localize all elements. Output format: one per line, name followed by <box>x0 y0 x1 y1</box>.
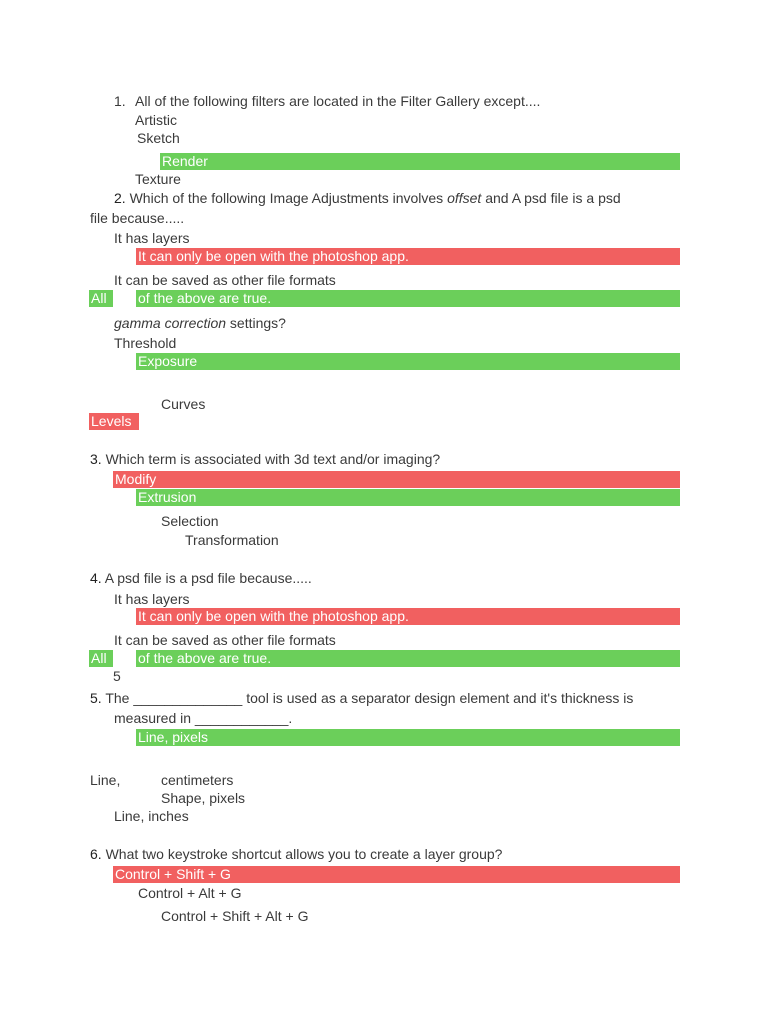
q3-option-transformation: Transformation <box>185 532 279 548</box>
q4-option-other-formats: It can be saved as other file formats <box>114 632 336 648</box>
q6-option-control-shift-g: Control + Shift + G <box>113 866 680 883</box>
q3-question <box>90 450 440 468</box>
q2-option-curves: Curves <box>161 396 206 412</box>
q2-text-line2: file because..... <box>90 210 185 226</box>
q2-gamma-italic: gamma correction <box>114 315 227 331</box>
q2-option-layers: It has layers <box>114 230 190 246</box>
q4-all-rest: of the above are true. <box>136 650 680 667</box>
q5-text: The ______________ tool is used as a separator design element and it's thickness is <box>101 690 634 706</box>
q3-option-modify: Modify <box>113 471 680 488</box>
q2-option-photoshop-only: It can only be open with the photoshop app. <box>136 248 680 265</box>
q1-number: 1. <box>114 93 126 109</box>
q6-number: 6. <box>90 846 102 862</box>
q6-option-control-shift-alt-g: Control + Shift + Alt + G <box>161 908 309 924</box>
q3-answer-extrusion: Extrusion <box>136 489 680 506</box>
q4-number: 4. <box>90 570 102 586</box>
q5-question <box>90 689 633 707</box>
q1-answer-render: Render <box>160 153 680 170</box>
q4-question <box>90 569 312 587</box>
q1-question <box>114 92 126 110</box>
q5-number: 5. <box>90 690 102 706</box>
q2-answer-exposure: Exposure <box>136 353 680 370</box>
q5-option-line-inches: Line, inches <box>114 808 189 824</box>
q6-text: What two keystroke shortcut allows you to create a layer group? <box>101 846 503 862</box>
q5-answer-line-pixels: Line, pixels <box>136 729 680 746</box>
q2-text-after: and A psd file is a psd <box>481 190 621 206</box>
q2-option-levels: Levels <box>89 413 139 430</box>
q1-option-sketch: Sketch <box>137 130 180 146</box>
q2-text-before: Which of the following Image Adjustments involves <box>125 190 448 206</box>
q2-number: 2. <box>114 190 126 206</box>
q5-option-centimeters: centimeters <box>161 772 234 788</box>
q5-option-shape-pixels: Shape, pixels <box>161 790 246 806</box>
q3-option-selection: Selection <box>161 513 219 529</box>
q1-text: All of the following filters are located in the Filter Gallery except.... <box>135 93 541 109</box>
q5-option-line: Line, <box>90 772 121 788</box>
q3-number: 3. <box>90 451 102 467</box>
q4-text: A psd file is a psd file because..... <box>101 570 312 586</box>
q4-stray-number: 5 <box>113 668 121 684</box>
q2-all-rest: of the above are true. <box>136 290 680 307</box>
q4-option-layers: It has layers <box>114 591 190 607</box>
q2-italic-word: offset <box>447 190 482 206</box>
q2-gamma-line <box>114 314 286 332</box>
q1-option-texture: Texture <box>135 171 181 187</box>
q4-option-photoshop-only: It can only be open with the photoshop app. <box>136 608 680 625</box>
q6-question <box>90 845 502 863</box>
q2-all-prefix: All <box>89 290 113 307</box>
q2-option-other-formats: It can be saved as other file formats <box>114 272 336 288</box>
q4-all-prefix: All <box>89 650 113 667</box>
q3-text: Which term is associated with 3d text and/or imaging? <box>101 451 441 467</box>
q1-option-artistic: Artistic <box>135 112 177 128</box>
q2-option-threshold: Threshold <box>114 335 177 351</box>
q5-text-line2: measured in ____________. <box>114 710 293 726</box>
q2-question <box>114 189 621 207</box>
q6-option-control-alt-g: Control + Alt + G <box>138 885 242 901</box>
q2-gamma-rest: settings? <box>226 315 286 331</box>
